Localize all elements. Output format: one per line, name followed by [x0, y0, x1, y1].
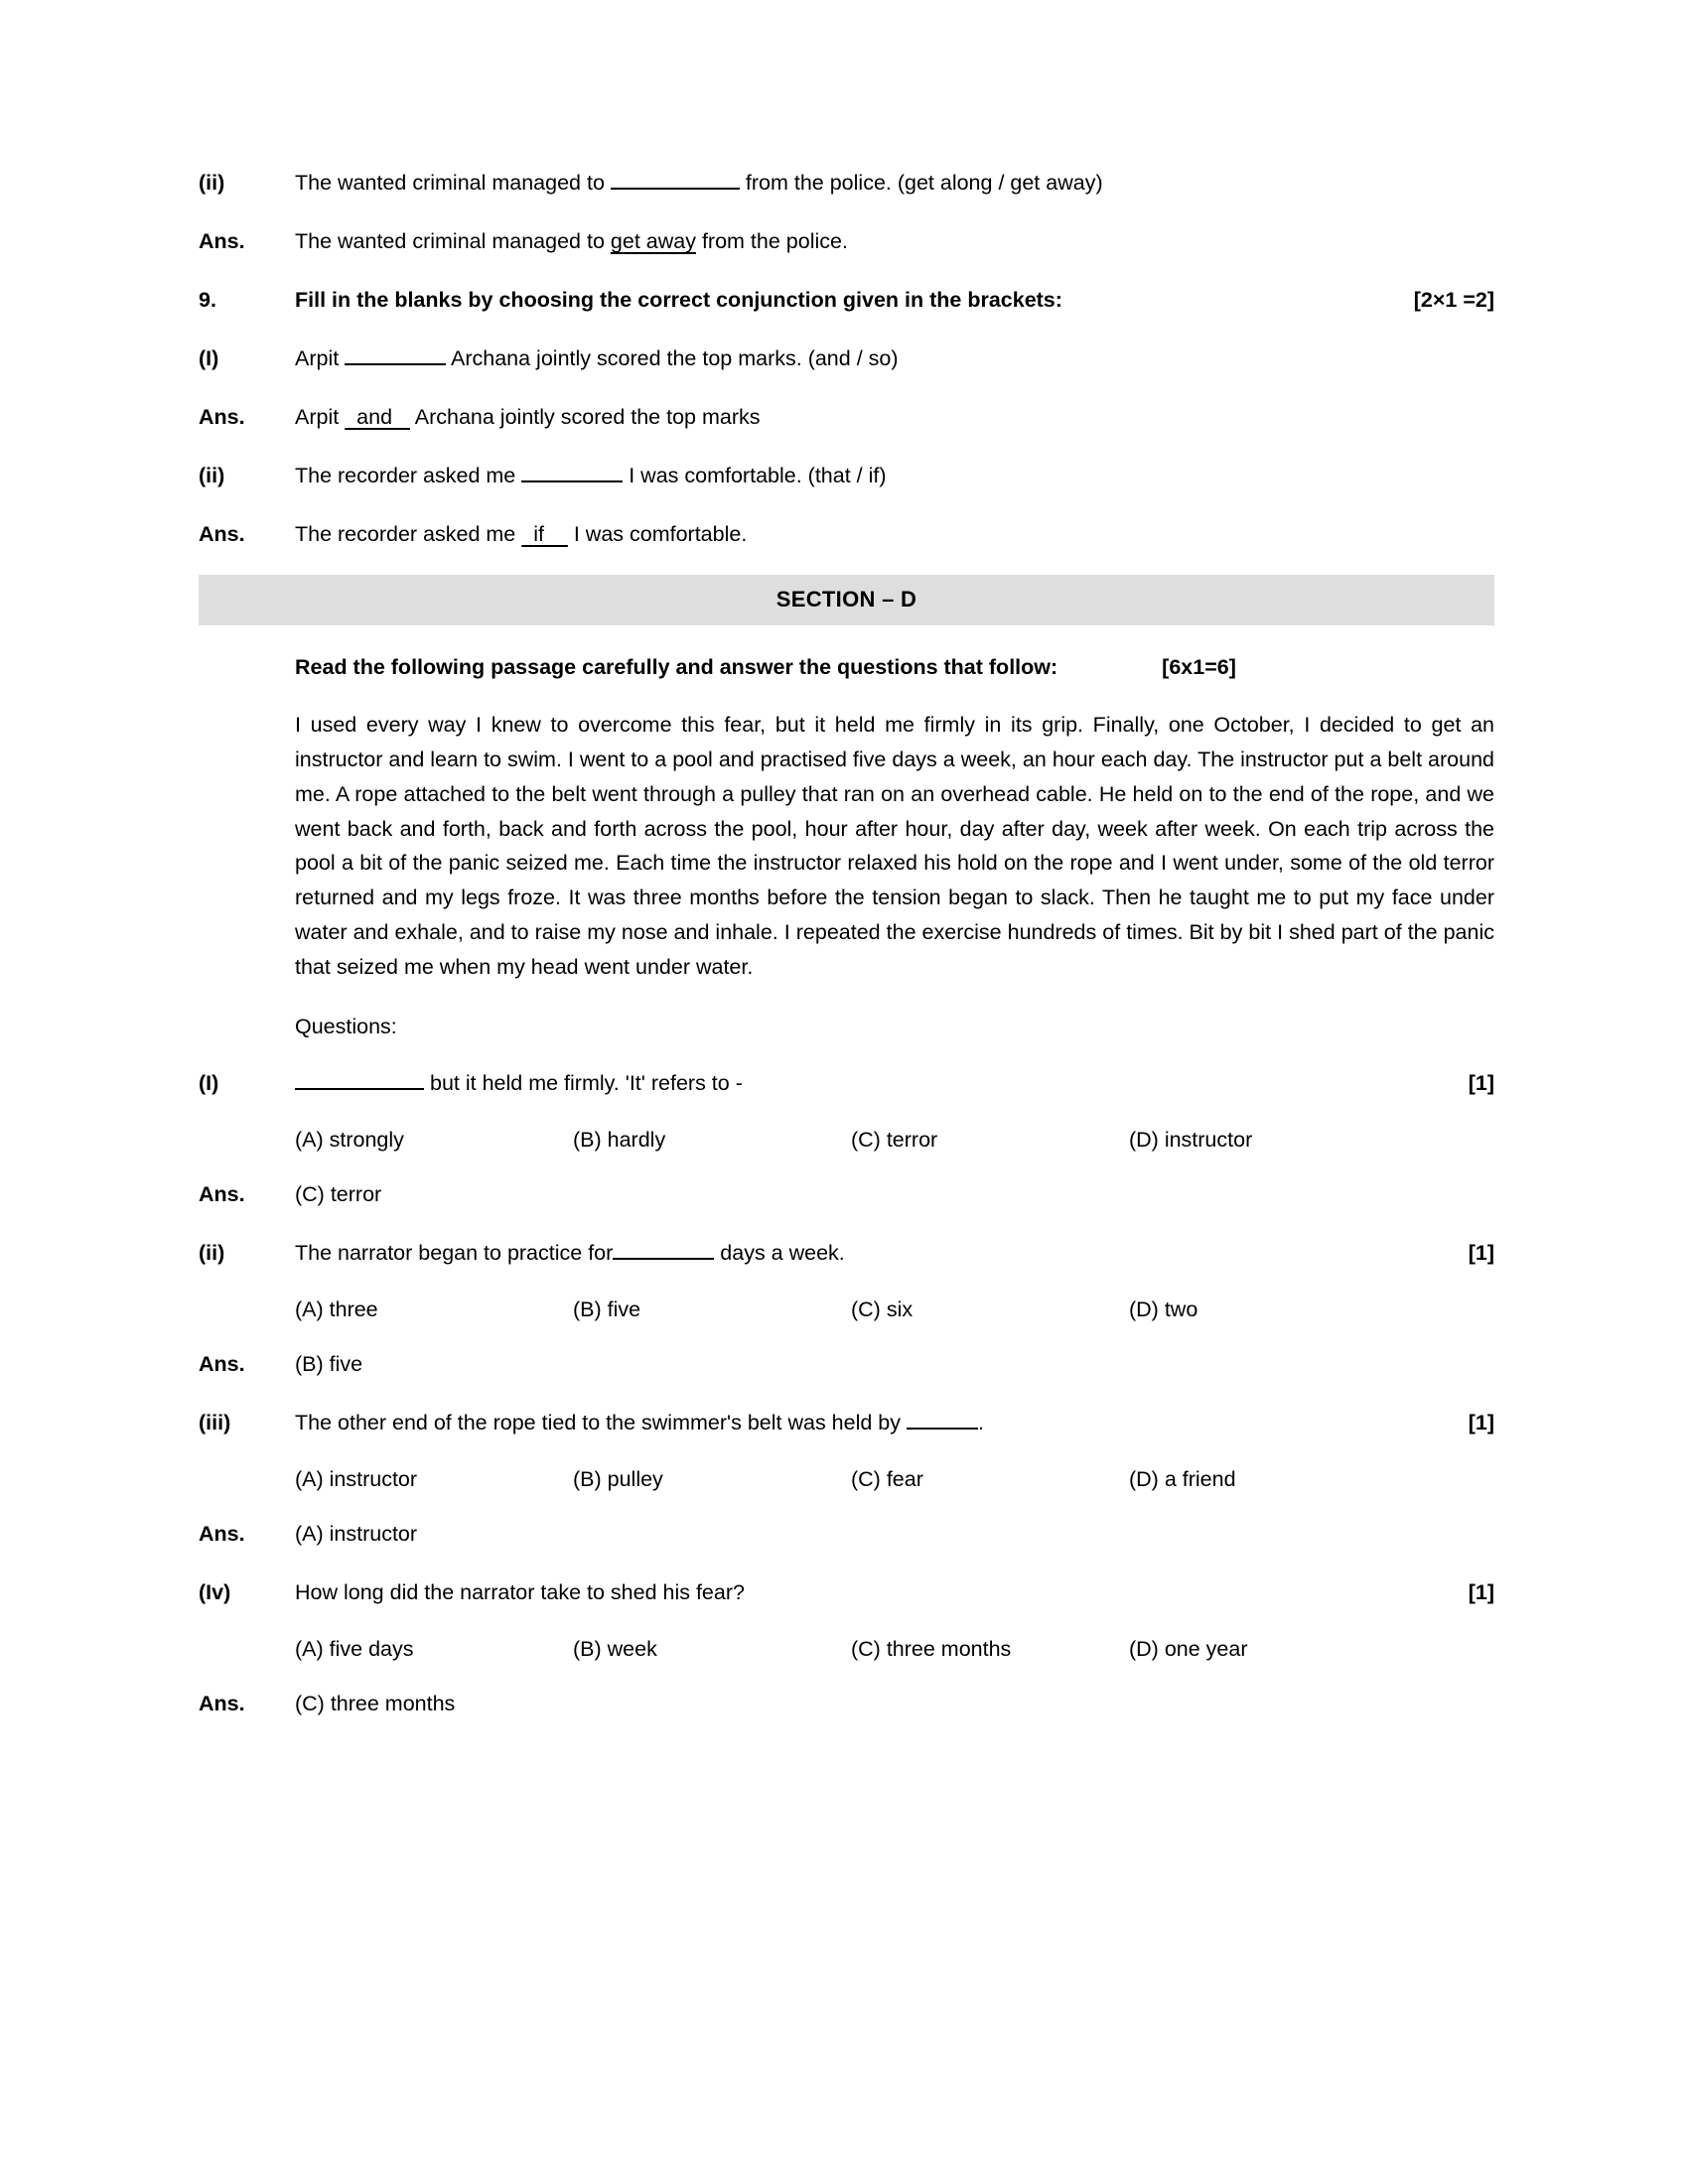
fill-blank[interactable] [611, 188, 740, 190]
page-content [199, 169, 1494, 1748]
section-d-banner: SECTION – D [199, 575, 1494, 625]
option-row-d-ii [295, 1297, 1494, 1322]
option-d[interactable]: (D) instructor [1129, 1127, 1253, 1152]
answer-filled-value [521, 522, 568, 546]
option-b[interactable]: (B) week [573, 1636, 657, 1661]
question-row-d-iv [199, 1578, 1494, 1607]
answer-text [295, 227, 1494, 256]
option-row-d-iv [295, 1637, 1494, 1662]
question-text [295, 1239, 1385, 1268]
questions-label: Questions: [295, 1014, 397, 1038]
fill-blank[interactable] [907, 1428, 978, 1430]
answer-label: Ans. [199, 405, 245, 430]
answer-row-d-iv [199, 1690, 1494, 1718]
question-number: (I) [199, 346, 219, 371]
question-row-9 [199, 286, 1494, 315]
option-b[interactable]: (B) pulley [573, 1466, 663, 1491]
answer-row-9-i [199, 403, 1494, 432]
option-a[interactable]: (A) three [295, 1297, 378, 1321]
marks-allocation: [1] [1468, 1579, 1494, 1604]
question-text-before: The wanted criminal managed to [295, 171, 605, 195]
question-text: How long did the narrator take to shed his fear? [295, 1579, 745, 1604]
answer-text-before: The recorder asked me [295, 522, 516, 547]
answer-text [295, 403, 1494, 432]
question-row-9-i [199, 344, 1494, 373]
option-a[interactable]: (A) instructor [295, 1466, 418, 1491]
answer-text [295, 520, 1494, 549]
answer-label: Ans. [199, 1181, 245, 1206]
question-text: Fill in the blanks by choosing the correct conjunction given in the brackets: [295, 288, 1062, 313]
answer-row-9-ii [199, 520, 1494, 549]
fill-blank[interactable] [613, 1258, 714, 1260]
option-d[interactable]: (D) two [1129, 1297, 1198, 1321]
reading-passage: I used every way I knew to overcome this fear, but it held me firmly in its grip. Finally, one October, I decided to get an instructor and learn to swim. I went to a pool and practised five days a week, an hour each day. The instructor put a belt around me. A rope attached to the belt went through a pulley that ran on an overhead cable. He held on to the end of the rope, and we went back and forth, back and forth across the pool, hour after hour, day after day, week after week. On each trip across the pool a bit of the panic seized me. Each time the instructor relaxed his hold on the rope and I went under, some of the old terror returned and my legs froze. It was three months before the tension began to slack. Then he taught me to put my face under water and exhale, and to raise my nose and inhale. I repeated the exercise hundreds of times. Bit by bit I shed part of the panic that seized me when my head went under water. [295, 713, 1494, 979]
question-row-8-ii [199, 169, 1494, 198]
answer-label: Ans. [199, 1691, 245, 1715]
answer-filled-value: get away [610, 229, 696, 254]
option-row-d-i [295, 1128, 1494, 1153]
answer-text: (B) five [295, 1351, 363, 1376]
answer-label: Ans. [199, 522, 245, 547]
question-number: (I) [199, 1070, 219, 1095]
answer-text-after: from the police. [701, 229, 848, 254]
question-row-d-i [199, 1069, 1494, 1098]
answer-value: if [533, 522, 544, 547]
question-text-before: The other end of the rope tied to the swimmer's belt was held by [295, 1410, 902, 1434]
question-text-before: Arpit [295, 346, 340, 371]
question-row-9-ii [199, 462, 1494, 490]
question-text-after: from the police. (get along / get away) [745, 171, 1103, 195]
answer-label: Ans. [199, 1521, 245, 1546]
question-text-after: Archana jointly scored the top marks. (and / so) [451, 346, 899, 371]
question-number: (ii) [199, 464, 225, 488]
answer-label: Ans. [199, 229, 245, 254]
fill-blank[interactable] [345, 363, 446, 365]
answer-filled-value [345, 405, 410, 429]
answer-row-d-i [199, 1180, 1494, 1209]
answer-row-d-ii [199, 1350, 1494, 1379]
question-text-after: . [978, 1410, 984, 1434]
option-b[interactable]: (B) five [573, 1297, 641, 1321]
option-c[interactable]: (C) three months [851, 1636, 1012, 1661]
option-c[interactable]: (C) terror [851, 1127, 938, 1152]
answer-text: (C) three months [295, 1691, 456, 1715]
answer-label: Ans. [199, 1351, 245, 1376]
marks-allocation: [1] [1468, 1070, 1494, 1095]
answer-text-before: The wanted criminal managed to [295, 229, 605, 254]
question-text-before: The narrator began to practice for [295, 1240, 614, 1265]
fill-blank[interactable] [295, 1088, 424, 1090]
question-text-after: I was comfortable. (that / if) [629, 464, 887, 488]
question-text [295, 1069, 1385, 1098]
question-number: (Iv) [199, 1579, 231, 1604]
question-text-before: The recorder asked me [295, 464, 516, 488]
question-text [295, 462, 1494, 490]
question-text [295, 1409, 1385, 1437]
question-text [295, 169, 1494, 198]
option-d[interactable]: (D) one year [1129, 1636, 1248, 1661]
option-a[interactable]: (A) five days [295, 1636, 414, 1661]
answer-row-8-ii [199, 227, 1494, 256]
answer-text: (C) terror [295, 1181, 382, 1206]
reading-instruction [295, 655, 1494, 680]
question-row-d-ii [199, 1239, 1494, 1268]
marks-allocation: [1] [1468, 1240, 1494, 1265]
answer-row-d-iii [199, 1520, 1494, 1549]
fill-blank[interactable] [521, 480, 623, 482]
answer-text: (A) instructor [295, 1521, 418, 1546]
question-text-after: but it held me firmly. 'It' refers to - [429, 1070, 743, 1095]
question-number: (iii) [199, 1410, 231, 1434]
option-c[interactable]: (C) fear [851, 1466, 923, 1491]
answer-text-after: I was comfortable. [573, 522, 748, 547]
option-d[interactable]: (D) a friend [1129, 1466, 1236, 1491]
question-number: (ii) [199, 1240, 225, 1265]
question-number: (ii) [199, 171, 225, 195]
answer-text-before: Arpit [295, 405, 340, 430]
option-a[interactable]: (A) strongly [295, 1127, 404, 1152]
answer-text-after: Archana jointly scored the top marks [414, 405, 761, 430]
question-row-d-iii [199, 1409, 1494, 1437]
question-text-after: days a week. [720, 1240, 845, 1265]
reading-instruction-text: Read the following passage carefully and answer the questions that follow: [295, 655, 1058, 680]
marks-allocation: [1] [1468, 1410, 1494, 1434]
option-b[interactable]: (B) hardly [573, 1127, 666, 1152]
question-number: 9. [199, 288, 216, 313]
option-c[interactable]: (C) six [851, 1297, 914, 1321]
marks-allocation: [6x1=6] [1162, 655, 1236, 680]
answer-value: and [356, 405, 393, 430]
marks-allocation: [2×1 =2] [1413, 288, 1494, 313]
option-row-d-iii [295, 1467, 1494, 1492]
question-text [295, 344, 1494, 373]
